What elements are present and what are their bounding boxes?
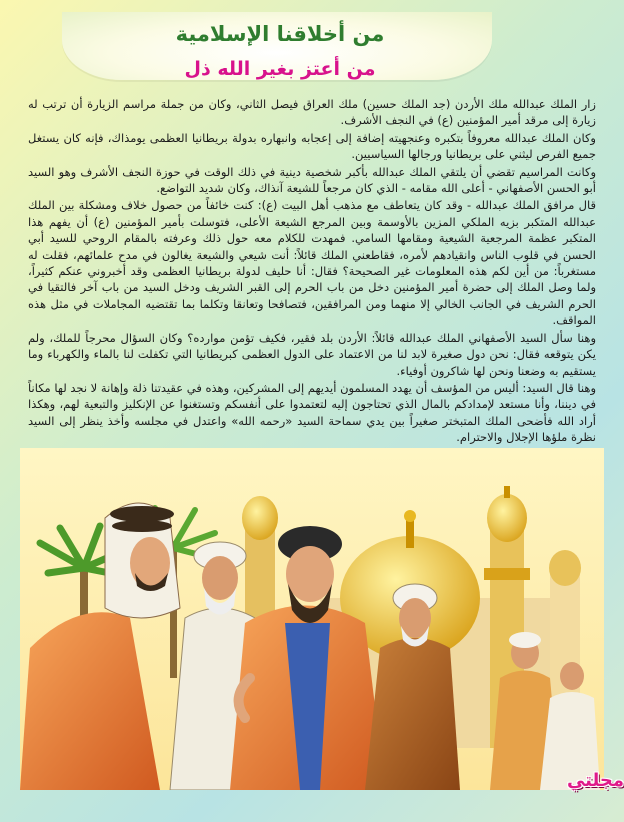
paragraph: وكان الملك عبدالله معروفاً بتكبره وعنجهيته إضافة إلى إعجابه وانبهاره بدولة بريطانيا العظمى يومذاك، فإنه كان يستغل جميع الفرص ليثني على بريطانيا ورجالها السياسيين. — [28, 130, 596, 162]
paragraph: وهنا سأل السيد الأصفهاني الملك عبدالله قائلاً: الأردن بلد فقير، فكيف تؤمن موارده؟ وكان السؤال محرجاً للملك، ولم يكن يتوقعه فقال: نحن دول صغيرة لابد لنا من الاعتماد على الدول العظمى كبريطانيا التي تكفلت لنا بالماء والكهرباء وما يستقيم به وضعنا ونحن لها شاكرون أوفياء. — [28, 330, 596, 378]
paragraph: زار الملك عبدالله ملك الأردن (جد الملك حسين) ملك العراق فيصل الثاني، وكان من جملة مراسم الزيارة أن ترتب له زيارة إلى مرقد أمير المؤمنين (ع) في النجف الأشرف. — [28, 97, 596, 128]
paragraph: وهنا قال السيد: أليس من المؤسف أن يهدد المسلمون أيديهم إلى المشركين، وهذه في عقيدتنا ذلة وإهانة لا نجد لها مكاناً في ديننا، وأنا مستعد لإمدادكم بالمال الذي تحتاجون إليه لتعتمدوا على أنفسكم وتستغنوا عن الإنكليز والتبعية لهم، وهكذا أراد الله فأضحى الملك المتبختر صغيراً بين يدي سماحة السيد «رحمه الله» واعتدل في مجلسه وأخذ ينظر إلى السيد نظرة ملؤها الإجلال والاحترام. — [28, 380, 596, 445]
series-title: من أخلاقنا الإسلامية — [175, 22, 385, 46]
paragraph: قال مرافق الملك عبدالله - وقد كان يتعاطف مع مذهب أهل البيت (ع): كنت خائفاً من حصول خلاف ومشكلة بين الملك عبدالله المتكبر بزيه الملكي المزين بالأوسمة وبين المرجع الشيعة الأعلى، فتوسلت بأمير المؤمنين (ع) أن يفهم هذا المتكبر عظمة المرجعية الشيعية ومقامها السامي. فمهدت للكلام معه حول ذلك وعرفته بالمقام الروحي للسيد أبي الحسن في قلوب الناس وانقيادهم لأمره، فقاطعني الملك قائلاً: أنت شيعي والشيعة يغالون في مدح علمائهم، فقلت له مستغرباً: من أين لكم هذه المعلومات غير الصحيحة؟ فقال: أنا حليف لدولة بريطانيا العظمى وقد أخبروني عنكم كثيراً، ولما وصل الملك إلى حضرة أمير المؤمنين دخل من باب الحرم إلى القبر الشريف ودخل السيد من باب آخر فالتقيا في الحرم الشريف في الجانب الخالي إلا منهما ومن المرافقين، فتصافحا وتعانقا وتكلما بما تقتضيه المجاملات في مثل هذه المواقف. — [28, 198, 596, 328]
story-illustration — [20, 448, 604, 790]
article-body — [28, 96, 596, 446]
magazine-logo: مجلتي — [566, 770, 624, 791]
article-title: من أعتز بغير الله ذل — [184, 58, 376, 80]
paragraph: وكانت المراسيم تقضي أن يلتقي الملك عبدالله بأكبر شخصية دينية في ذلك الوقت في حوزة النجف الأشرف وهو السيد أبو الحسن الأصفهاني - أعلى الله مقامه - الذي كان مرجعاً للشيعة آنذاك، وكان شديد التواضع. — [28, 164, 596, 196]
